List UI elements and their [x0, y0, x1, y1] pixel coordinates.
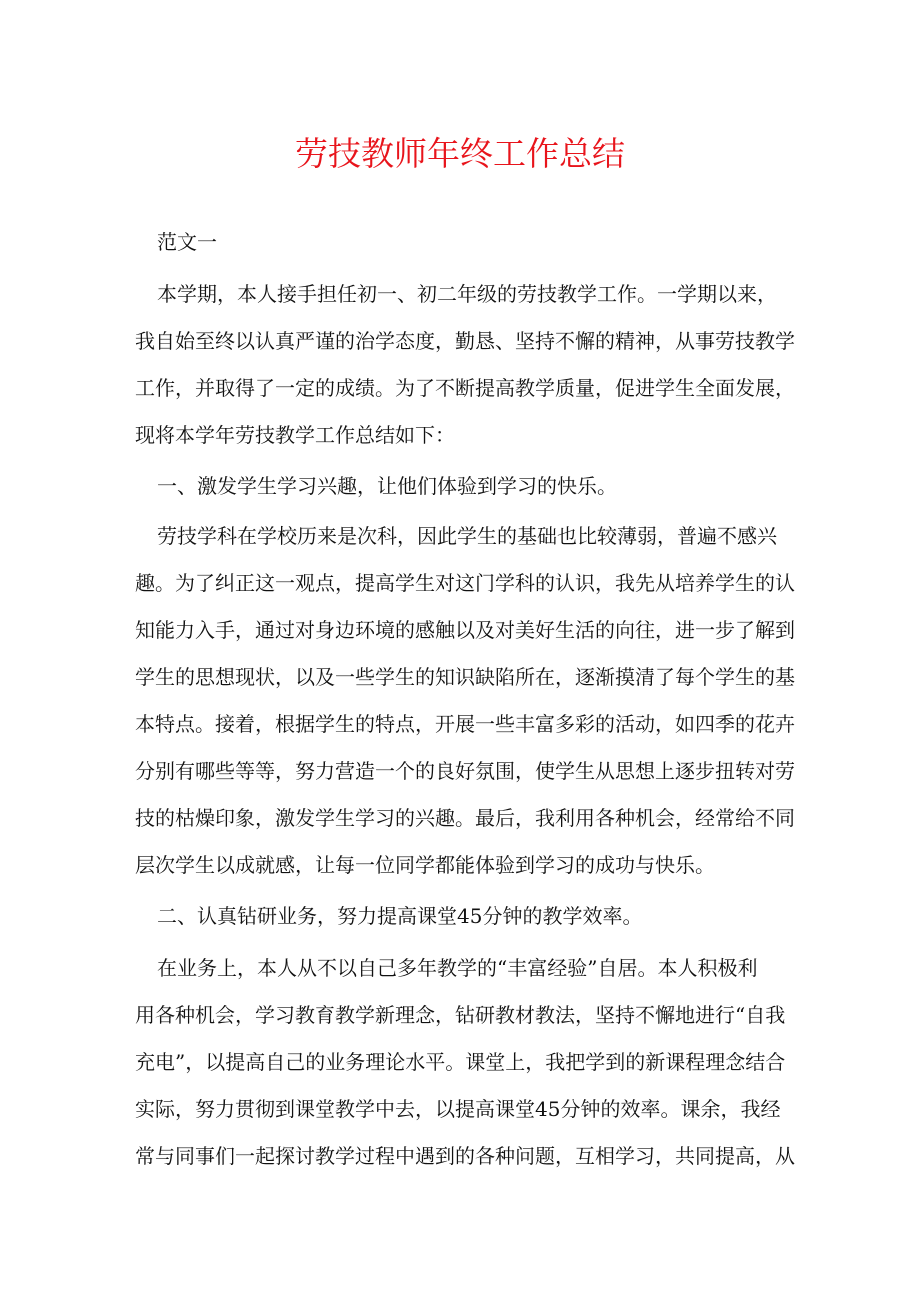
paragraph-line: 技的枯燥印象，激发学生学习的兴趣。最后，我利用各种机会，经常给不同	[135, 806, 795, 830]
paragraph-line: 常与同事们一起探讨教学过程中遇到的各种问题，互相学习，共同提高，从	[135, 1144, 795, 1168]
document-title: 劳技教师年终工作总结	[295, 134, 625, 173]
paragraph-line: 知能力入手，通过对身边环境的感触以及对美好生活的向往，进一步了解到	[135, 618, 795, 642]
paragraph-line: 层次学生以成就感，让每一位同学都能体验到学习的成功与快乐。	[135, 853, 715, 877]
paragraph-line: 实际，努力贯彻到课堂教学中去，以提高课堂45分钟的效率。课余，我经	[135, 1097, 781, 1121]
paragraph-line: 本特点。接着，根据学生的特点，开展一些丰富多彩的活动，如四季的花卉	[135, 712, 795, 736]
paragraph-line: 劳技学科在学校历来是次科，因此学生的基础也比较薄弱，普遍不感兴	[157, 524, 777, 548]
paragraph-line: 本学期，本人接手担任初一、初二年级的劳技教学工作。一学期以来，	[157, 282, 777, 306]
paragraph-line: 分别有哪些等等，努力营造一个的良好氛围，使学生从思想上逐步扭转对劳	[135, 759, 795, 783]
paragraph-line: 趣。为了纠正这一观点，提高学生对这门学科的认识，我先从培养学生的认	[135, 571, 795, 595]
paragraph-line: 现将本学年劳技教学工作总结如下：	[135, 423, 455, 447]
paragraph-line: 用各种机会，学习教育教学新理念，钻研教材教法，坚持不懈地进行“自我	[135, 1003, 786, 1027]
paragraph-line: 学生的思想现状，以及一些学生的知识缺陷所在，逐渐摸清了每个学生的基	[135, 665, 795, 689]
paragraph-line: 充电”，以提高自己的业务理论水平。课堂上，我把学到的新课程理念结合	[135, 1050, 786, 1074]
paragraph-line: 在业务上，本人从不以自己多年教学的“丰富经验”自居。本人积极利	[157, 956, 758, 980]
section-heading-2: 二、认真钻研业务，努力提高课堂45分钟的教学效率。	[157, 904, 643, 928]
section-label-fanwen: 范文一	[157, 230, 217, 254]
section-heading-1: 一、激发学生学习兴趣，让他们体验到学习的快乐。	[157, 474, 617, 498]
paragraph-line: 我自始至终以认真严谨的治学态度，勤恳、坚持不懈的精神，从事劳技教学	[135, 329, 795, 353]
paragraph-line: 工作，并取得了一定的成绩。为了不断提高教学质量，促进学生全面发展，	[135, 376, 795, 400]
